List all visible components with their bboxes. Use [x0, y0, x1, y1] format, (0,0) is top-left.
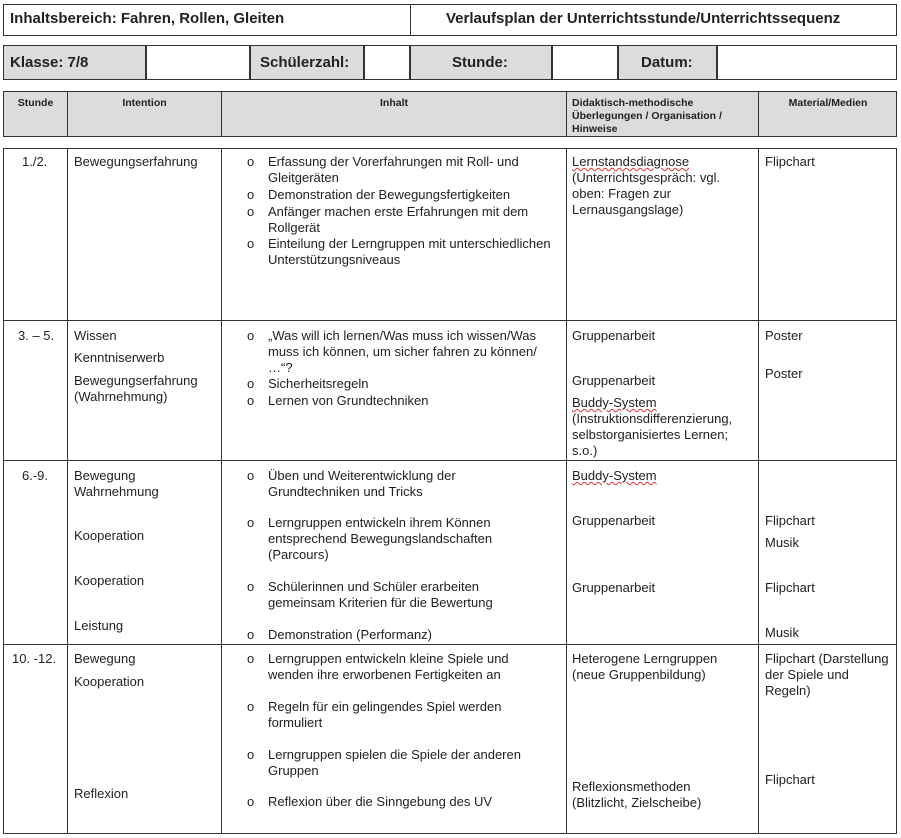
column-header-stunde: Stunde	[17, 97, 54, 109]
bullet-icon: o	[247, 328, 255, 343]
inhalt-item: Demonstration der Bewegungsfertigkeiten	[268, 187, 511, 202]
bullet-icon: o	[247, 627, 255, 642]
bullet-icon: o	[247, 393, 255, 408]
inhalt-item: Reflexion über die Sinngebung des UV	[268, 794, 493, 809]
datum-label: Datum:	[641, 54, 693, 71]
bullet-icon: o	[247, 794, 255, 809]
datum-value-field[interactable]	[717, 45, 897, 80]
inhalt-item: Demonstration (Performanz)	[268, 627, 432, 642]
inhalt-item: Sicherheitsregeln	[268, 376, 369, 391]
row-intention: Kenntniserwerb	[74, 350, 165, 365]
klasse-label: Klasse: 7/8	[10, 54, 89, 71]
row-stunde: 10. -12.	[12, 651, 57, 666]
material-item: Poster	[765, 328, 803, 343]
inhalt-item: Schülerinnen und Schüler erarbeiten gemeinsam Kriterien für die Bewertung	[268, 579, 493, 610]
material-item: Flipchart	[765, 580, 815, 595]
row-intention: Reflexion	[74, 786, 129, 801]
row-intention: Wissen	[74, 328, 117, 343]
row-intention: Bewegung	[74, 651, 136, 666]
column-header-didaktik: Didaktisch-methodische Überlegungen / Organisation / Hinweise	[572, 97, 722, 135]
inhalt-item: Lernen von Grundtechniken	[268, 393, 429, 408]
didaktik-item: Gruppenarbeit	[572, 580, 656, 595]
inhalt-item: Lerngruppen spielen die Spiele der anderen Gruppen	[268, 747, 521, 778]
didaktik-item: Heterogene Lerngruppen (neue Gruppenbildung)	[572, 651, 718, 682]
inhalt-item: Lerngruppen entwickeln kleine Spiele und wenden ihre erworbenen Fertigkeiten an	[268, 651, 509, 682]
inhalt-item: Erfassung der Vorerfahrungen mit Roll- und Gleitgeräten	[268, 154, 519, 185]
schuelerzahl-label: Schülerzahl:	[260, 54, 350, 71]
row-intention: Kooperation	[74, 573, 145, 588]
material-item: Flipchart	[765, 154, 815, 169]
bullet-icon: o	[247, 187, 255, 202]
material-item: Flipchart	[765, 772, 815, 787]
verlaufsplan-title: Verlaufsplan der Unterrichtsstunde/Unterrichtssequenz	[446, 10, 841, 27]
column-header-material: Material/Medien	[788, 97, 868, 109]
material-item: Musik	[765, 535, 799, 550]
bullet-icon: o	[247, 651, 255, 666]
bullet-icon: o	[247, 236, 255, 251]
row-intention: Bewegung Wahrnehmung	[74, 468, 159, 499]
material-item: Musik	[765, 625, 799, 640]
column-header-inhalt: Inhalt	[380, 97, 408, 109]
stunde-value-field[interactable]	[552, 45, 618, 80]
didaktik-item: Lernstandsdiagnose	[572, 154, 690, 169]
inhalt-item: Einteilung der Lerngruppen mit unterschiedlichen Unterstützungsniveaus	[268, 236, 551, 267]
bullet-icon: o	[247, 376, 255, 391]
bullet-icon: o	[247, 468, 255, 483]
inhalt-item: Anfänger machen erste Erfahrungen mit dem Rollgerät	[268, 204, 529, 235]
bullet-icon: o	[247, 154, 255, 169]
row-intention: Kooperation	[74, 674, 145, 689]
didaktik-item: Gruppenarbeit	[572, 513, 656, 528]
didaktik-item: Reflexionsmethoden (Blitzlicht, Zielscheibe)	[572, 779, 702, 810]
bullet-icon: o	[247, 699, 255, 714]
material-item: Flipchart (Darstellung der Spiele und Regeln)	[765, 651, 889, 698]
bullet-icon: o	[247, 579, 255, 594]
didaktik-item: (Instruktionsdifferenzierung, selbstorganisiertes Lernen; s.o.)	[572, 411, 733, 458]
column-header-intention: Intention	[122, 97, 167, 109]
schuelerzahl-value-field[interactable]	[364, 45, 410, 80]
row-intention: Leistung	[74, 618, 124, 633]
didaktik-item: Buddy-System	[572, 395, 657, 410]
inhalt-item: „Was will ich lernen/Was muss ich wissen/Was muss ich können, um sicher fahren zu können/ …“?	[268, 328, 537, 375]
bullet-icon: o	[247, 515, 255, 530]
inhaltsbereich-title: Inhaltsbereich: Fahren, Rollen, Gleiten	[10, 10, 285, 27]
row-stunde: 1./2.	[22, 154, 48, 169]
bullet-icon: o	[247, 204, 255, 219]
row-stunde: 3. – 5.	[18, 328, 55, 343]
row-intention: Kooperation	[74, 528, 145, 543]
inhalt-item: Üben und Weiterentwicklung der Grundtechniken und Tricks	[268, 468, 456, 499]
klasse-value-field[interactable]	[146, 45, 250, 80]
row-stunde: 6.-9.	[22, 468, 49, 483]
didaktik-item: (Unterrichtsgespräch: vgl. oben: Fragen zur Lernausgangslage)	[572, 170, 721, 217]
material-item: Poster	[765, 366, 803, 381]
inhalt-item: Regeln für ein gelingendes Spiel werden formuliert	[268, 699, 502, 730]
bullet-icon: o	[247, 747, 255, 762]
didaktik-item: Buddy-System	[572, 468, 657, 483]
material-item: Flipchart	[765, 513, 815, 528]
didaktik-item: Gruppenarbeit	[572, 373, 656, 388]
stunde-label: Stunde:	[452, 54, 508, 71]
inhalt-item: Lerngruppen entwickeln ihrem Können entsprechend Bewegungslandschaften (Parcours)	[268, 515, 493, 562]
row-intention: Bewegungserfahrung	[74, 154, 198, 169]
row-intention: Bewegungserfahrung (Wahrnehmung)	[74, 373, 198, 404]
didaktik-item: Gruppenarbeit	[572, 328, 656, 343]
